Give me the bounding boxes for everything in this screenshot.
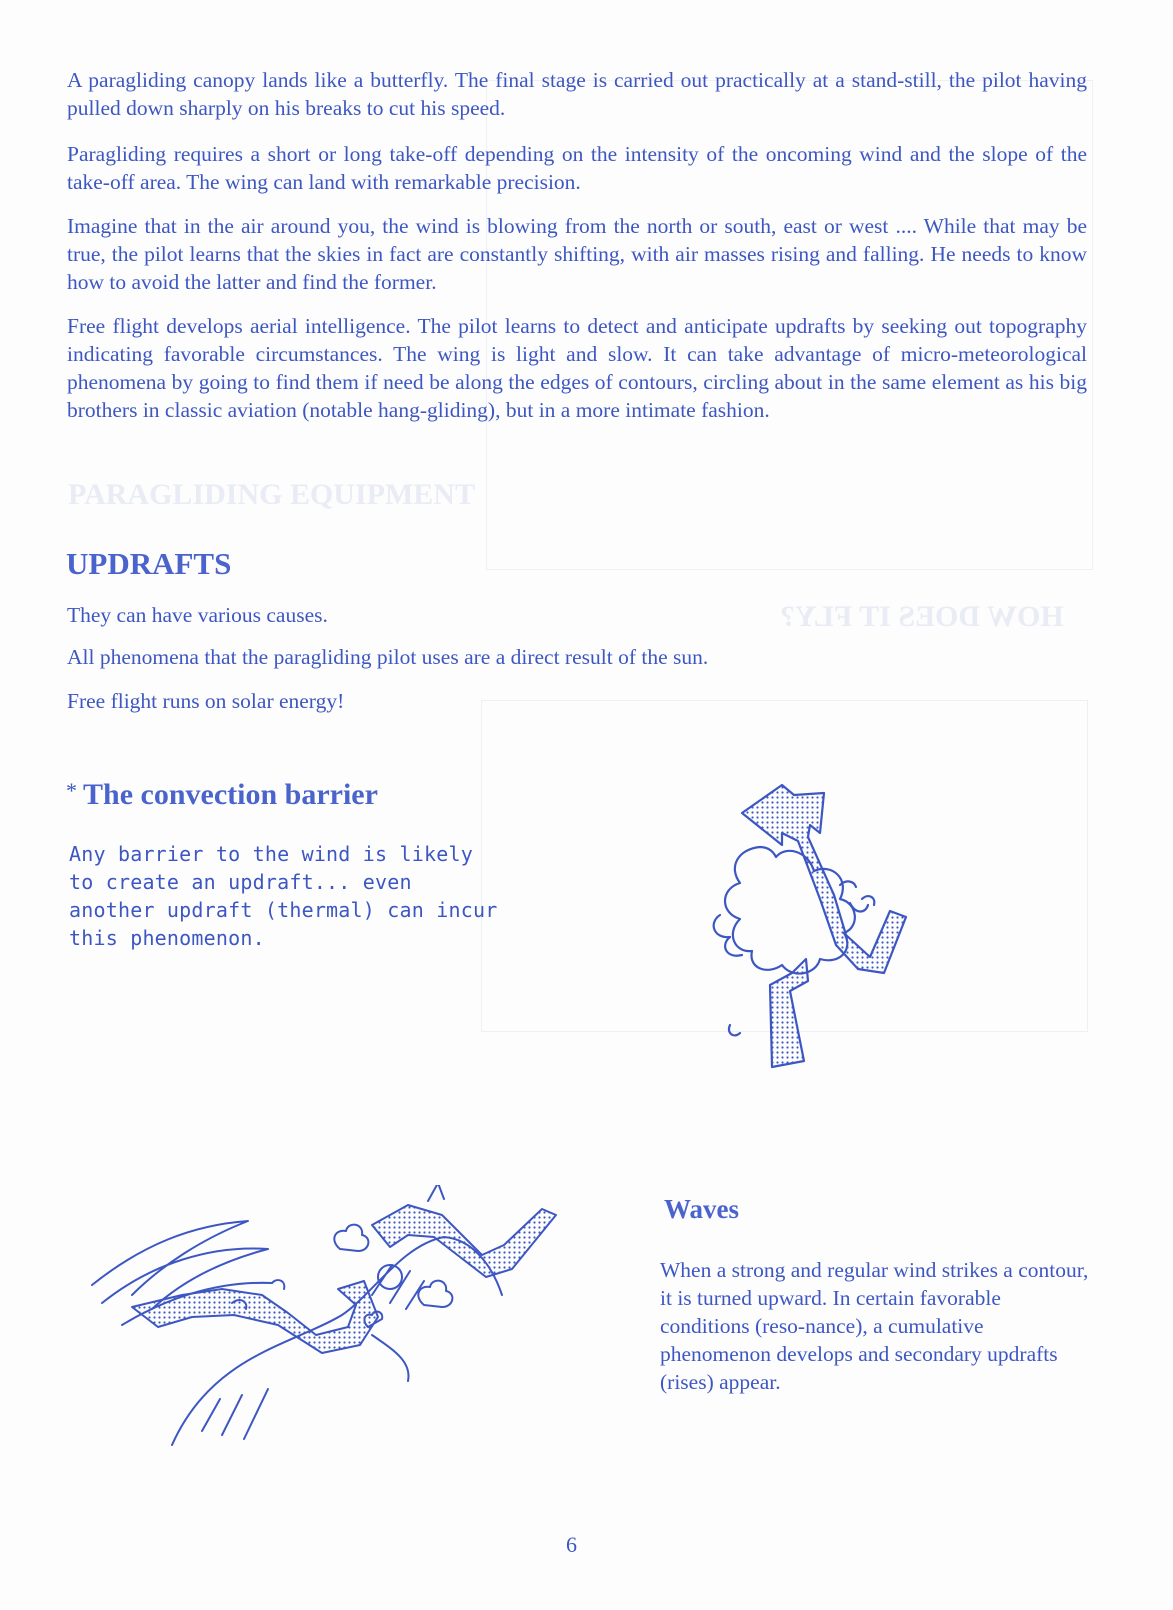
pilot-wing [428, 1185, 444, 1201]
updrafts-line-3: Free flight runs on solar energy! [67, 689, 345, 713]
intro-paragraph-1: A paragliding canopy lands like a butterfly. The final stage is carried out practically at a stand-still, the pilot having pulled down sharply on his breaks to cut his speed. [67, 68, 1087, 120]
updrafts-line-1: They can have various causes. [67, 603, 328, 627]
footnote-asterisk: * [66, 778, 77, 803]
updrafts-heading: UPDRAFTS [66, 546, 232, 581]
hill-shrub-1 [334, 1225, 368, 1251]
hill-shrub-2 [418, 1281, 452, 1307]
road-line [372, 1335, 409, 1381]
airflow-ribbon-lower [770, 959, 808, 1067]
updrafts-line-2: All phenomena that the paragliding pilot uses are a direct result of the sun. [67, 645, 709, 669]
convection-illustration [690, 775, 940, 1070]
convection-heading [66, 778, 378, 812]
small-mark-right [272, 1280, 284, 1289]
wave-ribbon-lower [132, 1281, 378, 1353]
ghost-heading-how-fly: HOW DOES IT FLY? [780, 600, 1064, 633]
convection-text: Any barrier to the wind is likely to create an updraft... even another updraft (thermal) can incur this phenomenon. [69, 842, 498, 950]
convection-heading-text: The convection barrier [83, 778, 378, 811]
airflow-ribbon-upper [742, 785, 906, 973]
face-eye-right [862, 896, 874, 905]
intro-paragraph-3: Imagine that in the air around you, the wind is blowing from the north or south, east or west .... While that may be true, the pilot learns that the skies in fact are constantly shifting, with air masses rising and falling. He needs to know how to avoid the latter and find the former. [67, 214, 1087, 294]
wave-ribbon-upper [372, 1205, 556, 1277]
intro-paragraph-4: Free flight develops aerial intelligence. The pilot learns to detect and anticipate updrafts by seeking out topography indicating favorable circumstances. The wing is light and slow. It can take advantage of micro-meteorological phenomena by going to find them if need be along the edges of contours, circling about in the same element as his big brothers in classic aviation (notable hang-gliding), but in a more intimate fashion. [67, 314, 1087, 422]
waves-text: When a strong and regular wind strikes a contour, it is turned upward. In certain favorable conditions (reso-nance), a cumulative phenomenon develops and secondary updrafts (rises) appear. [660, 1258, 1089, 1394]
small-curl [729, 1025, 740, 1035]
waves-heading: Waves [664, 1194, 740, 1224]
waves-illustration [72, 1185, 592, 1450]
ghost-heading-equipment: PARAGLIDING EQUIPMENT [68, 478, 475, 511]
wind-streak-1 [92, 1221, 248, 1295]
page-number: 6 [566, 1532, 577, 1557]
intro-paragraph-2: Paragliding requires a short or long take-off depending on the intensity of the oncoming wind and the slope of the take-off area. The wing can land with remarkable precision. [67, 142, 1087, 194]
